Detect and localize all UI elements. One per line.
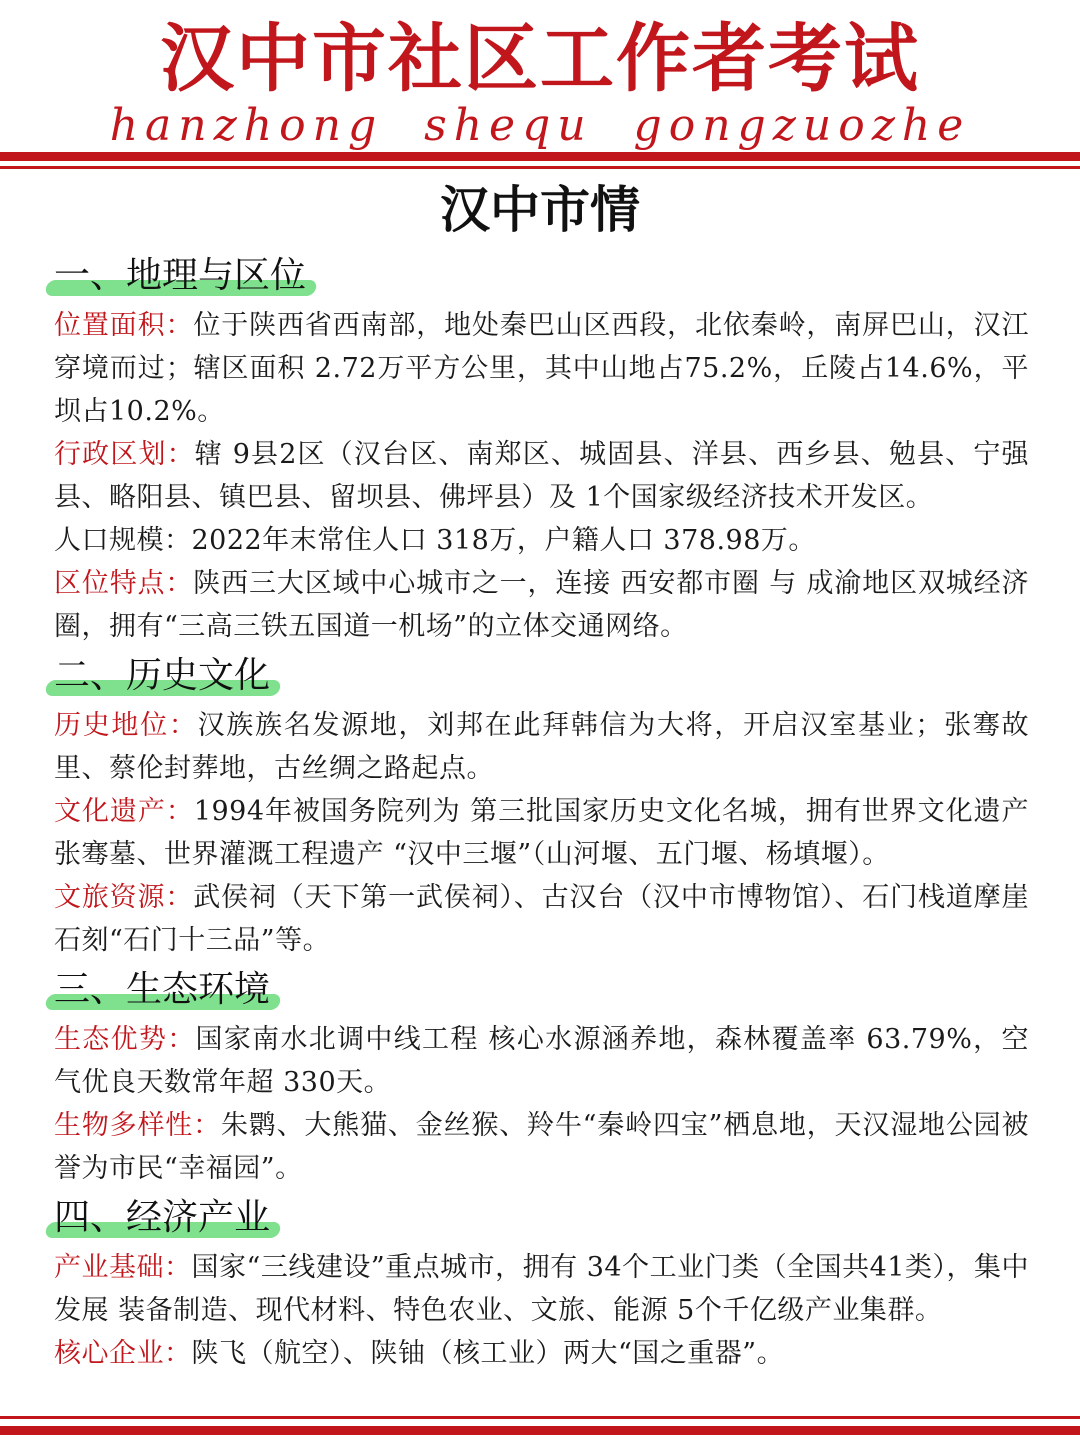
paragraph-location-features: 区位特点：陕西三大区域中心城市之一，连接 西安都市圈 与 成渝地区双城经济圈，拥有“三高三铁五国道一机场”的立体交通网络。 <box>54 568 1030 642</box>
paragraph-cultural-heritage: 文化遗产：1994年被国务院列为 第三批国家历史文化名城，拥有世界文化遗产 张骞墓、世界灌溉工程遗产 “汉中三堰”（山河堰、五门堰、杨填堰）。 <box>54 796 1030 870</box>
header-subtitle: hanzhong shequ gongzuozhe <box>109 100 971 151</box>
footer-rule-thick <box>0 1426 1080 1435</box>
section-history-culture <box>54 650 1029 962</box>
content-body <box>54 250 1029 1375</box>
paragraph-biodiversity: 生物多样性：朱鹮、大熊猫、金丝猴、羚牛“秦岭四宝”栖息地，天汉湿地公园被誉为市民“幸福园”。 <box>54 1110 1029 1184</box>
section-heading: 二、历史文化 <box>54 654 274 698</box>
header-title: 汉中市社区工作者考试 <box>160 16 920 102</box>
section-heading: 四、经济产业 <box>54 1196 274 1240</box>
paragraph-historical-status: 历史地位：汉族族名发源地，刘邦在此拜韩信为大将，开启汉室基业；张骞故里、蔡伦封葬地，古丝绸之路起点。 <box>54 710 1030 784</box>
paragraph-administrative-division: 行政区划：辖 9县2区（汉台区、南郑区、城固县、洋县、西乡县、勉县、宁强县、略阳县、镇巴县、留坝县、佛坪县）及 1个国家级经济技术开发区。 <box>54 439 1029 513</box>
paragraph-core-enterprises: 核心企业：陕飞（航空）、陕铀（核工业）两大“国之重器”。 <box>54 1338 785 1369</box>
paragraph-population: 人口规模：2022年末常住人口 318万，户籍人口 378.98万。 <box>54 525 816 556</box>
section-geography <box>54 250 1029 648</box>
page-title: 汉中市情 <box>440 180 640 239</box>
footer-rule-thin <box>0 1416 1080 1419</box>
paragraph-ecological-advantage: 生态优势：国家南水北调中线工程 核心水源涵养地，森林覆盖率 63.79%，空气优良天数常年超 330天。 <box>54 1024 1029 1098</box>
paragraph-tourism-resources: 文旅资源：武侯祠（天下第一武侯祠）、古汉台（汉中市博物馆）、石门栈道摩崖石刻“石门十三品”等。 <box>54 882 1030 956</box>
section-economy <box>54 1192 1029 1375</box>
section-heading: 一、地理与区位 <box>54 254 310 298</box>
section-heading: 三、生态环境 <box>54 968 274 1012</box>
paragraph-industrial-base: 产业基础：国家“三线建设”重点城市，拥有 34个工业门类（全国共41类），集中发展 装备制造、现代材料、特色农业、文旅、能源 5个千亿级产业集群。 <box>54 1252 1029 1326</box>
paragraph-location-area: 位置面积：位于陕西省西南部，地处秦巴山区西段，北依秦岭，南屏巴山，汉江穿境而过；辖区面积 2.72万平方公里，其中山地占75.2%，丘陵占14.6%，平坝占10.2%。 <box>54 310 1030 427</box>
header-rule-thin <box>0 166 1080 169</box>
section-ecology <box>54 964 1029 1190</box>
header-rule-thick <box>0 152 1080 161</box>
